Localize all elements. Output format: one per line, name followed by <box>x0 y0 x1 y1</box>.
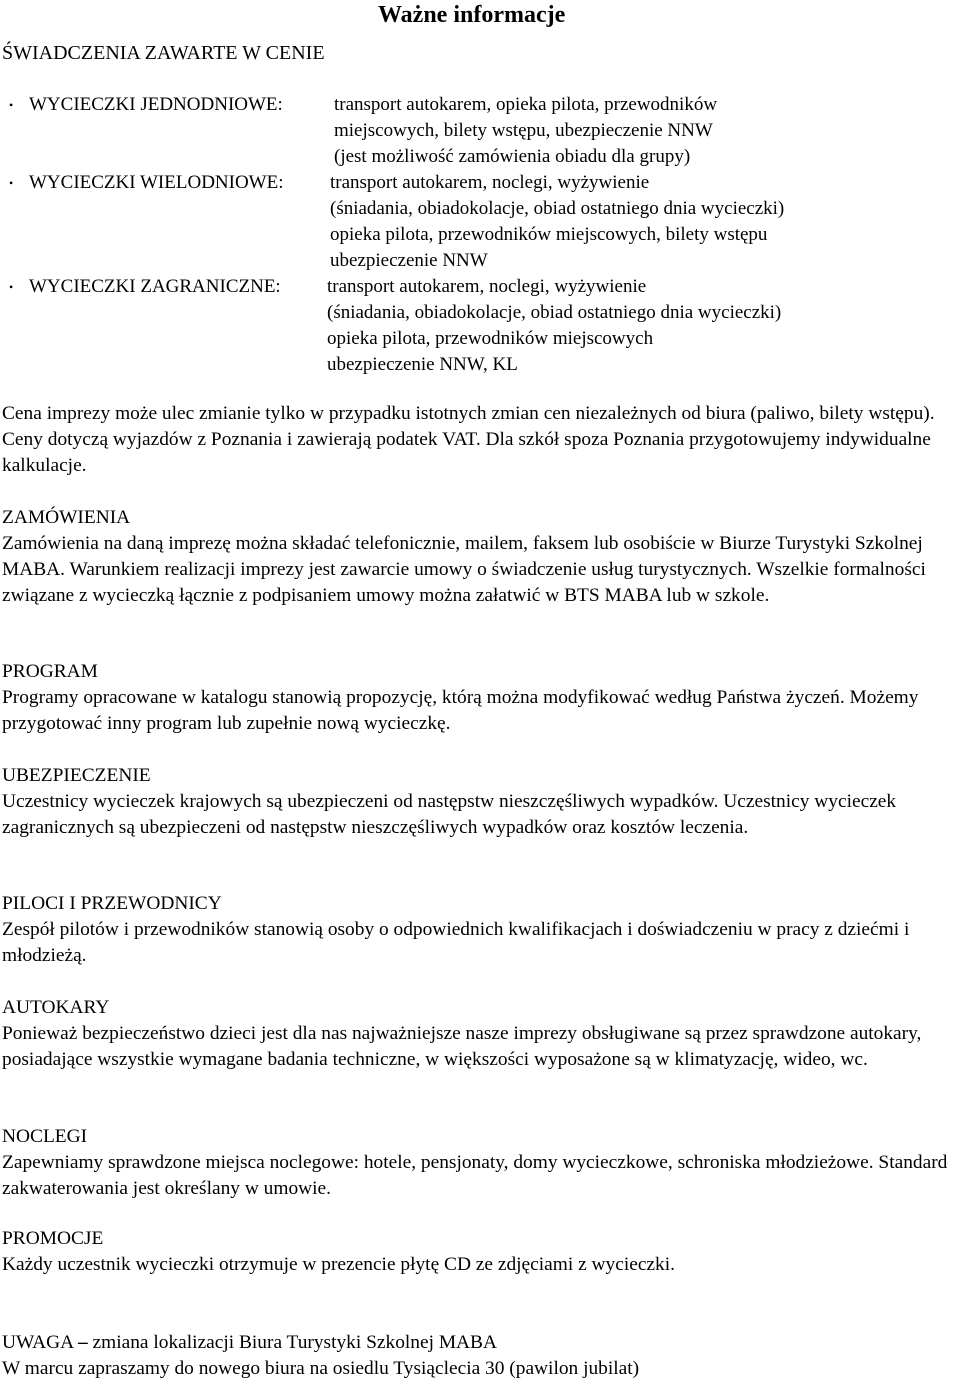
one-day-line-3: (jest możliwość zamówienia obiadu dla grupy) <box>334 146 691 167</box>
multi-day-line-3: opieka pilota, przewodników miejscowych, bilety wstępu <box>330 224 768 245</box>
section-heading-orders: ZAMÓWIENIA <box>2 507 131 528</box>
section-text-insurance: Uczestnicy wycieczek krajowych są ubezpieczeni od następstw nieszczęśliwych wypadków. Uczestnicy wycieczek zagranicznych są ubezpieczeni od następstw nieszczęśliwych wypadków oraz kosztów leczenia. <box>2 791 897 838</box>
notice-line-2: W marcu zapraszamy do nowego biura na osiedlu Tysiąclecia 30 (pawilon jubilat) <box>2 1358 640 1379</box>
bullet-one-day: • <box>9 98 14 112</box>
bullet-abroad: • <box>9 280 14 294</box>
section-text-accommodation: Zapewniamy sprawdzone miejsca noclegowe: hotele, pensjonaty, domy wycieczkowe, schroniska młodzieżowe. Standard zakwaterowania jest określany w umowie. <box>2 1152 948 1199</box>
included-services-title: ŚWIADCZENIA ZAWARTE W CENIE <box>2 42 325 64</box>
abroad-line-3: opieka pilota, przewodników miejscowych <box>327 328 654 349</box>
price-note: Cena imprezy może ulec zmianie tylko w przypadku istotnych zmian cen niezależnych od biura (paliwo, bilety wstępu). Ceny dotyczą wyjazdów z Poznania i zawierają podatek VAT. Dla szkół spoza Poznania przygotowujemy indywidualne kalkulacje. <box>2 403 935 476</box>
notice-text: zmiana lokalizacji Biura Turystyki Szkolnej MABA <box>92 1332 497 1353</box>
multi-day-line-2: (śniadania, obiadokolacje, obiad ostatniego dnia wycieczki) <box>330 198 785 219</box>
one-day-line-2: miejscowych, bilety wstępu, ubezpieczenie NNW <box>334 120 713 141</box>
notice-line-1 <box>2 1330 497 1356</box>
abroad-line-1: transport autokarem, noclegi, wyżywienie <box>327 276 647 297</box>
abroad-line-4: ubezpieczenie NNW, KL <box>327 354 518 375</box>
section-text-promotions: Każdy uczestnik wycieczki otrzymuje w prezencie płytę CD ze zdjęciami z wycieczki. <box>2 1254 675 1275</box>
abroad-label: WYCIECZKI ZAGRANICZNE: <box>29 276 281 297</box>
section-heading-accommodation: NOCLEGI <box>2 1126 88 1147</box>
section-heading-coaches: AUTOKARY <box>2 997 110 1018</box>
notice-label: UWAGA <box>2 1332 74 1353</box>
one-day-line-1: transport autokarem, opieka pilota, przewodników <box>334 94 718 115</box>
multi-day-line-4: ubezpieczenie NNW <box>330 250 488 271</box>
section-heading-program: PROGRAM <box>2 661 98 682</box>
abroad-line-2: (śniadania, obiadokolacje, obiad ostatniego dnia wycieczki) <box>327 302 782 323</box>
section-text-orders: Zamówienia na daną imprezę można składać telefonicznie, mailem, faksem lub osobiście w Biurze Turystyki Szkolnej MABA. Warunkiem realizacji imprezy jest zawarcie umowy o świadczenie usług turystycznych. Wszelkie formalności związane z wycieczką łącznie z podpisaniem umowy można załatwić w BTS MABA lub w szkole. <box>2 533 926 606</box>
section-text-coaches: Ponieważ bezpieczeństwo dzieci jest dla nas najważniejsze nasze imprezy obsługiwane są przez sprawdzone autokary, posiadające wszystkie wymagane badania techniczne, w większości wyposażone są w klimatyzację, wideo, wc. <box>2 1023 922 1070</box>
section-heading-promotions: PROMOCJE <box>2 1228 104 1249</box>
multi-day-label: WYCIECZKI WIELODNIOWE: <box>29 172 284 193</box>
bullet-multi-day: • <box>9 176 14 190</box>
section-heading-insurance: UBEZPIECZENIE <box>2 765 151 786</box>
multi-day-line-1: transport autokarem, noclegi, wyżywienie <box>330 172 650 193</box>
section-text-guides: Zespół pilotów i przewodników stanowią osoby o odpowiednich kwalifikacjach i doświadczeniu w pracy z dziećmi i młodzieżą. <box>2 919 910 966</box>
section-heading-guides: PILOCI I PRZEWODNICY <box>2 893 222 914</box>
page-title: Ważne informacje <box>378 2 566 28</box>
notice-dash: – <box>77 1332 88 1353</box>
one-day-label: WYCIECZKI JEDNODNIOWE: <box>29 94 283 115</box>
section-text-program: Programy opracowane w katalogu stanowią propozycję, którą można modyfikować według Państwa życzeń. Możemy przygotować inny program lub zupełnie nową wycieczkę. <box>2 687 919 734</box>
